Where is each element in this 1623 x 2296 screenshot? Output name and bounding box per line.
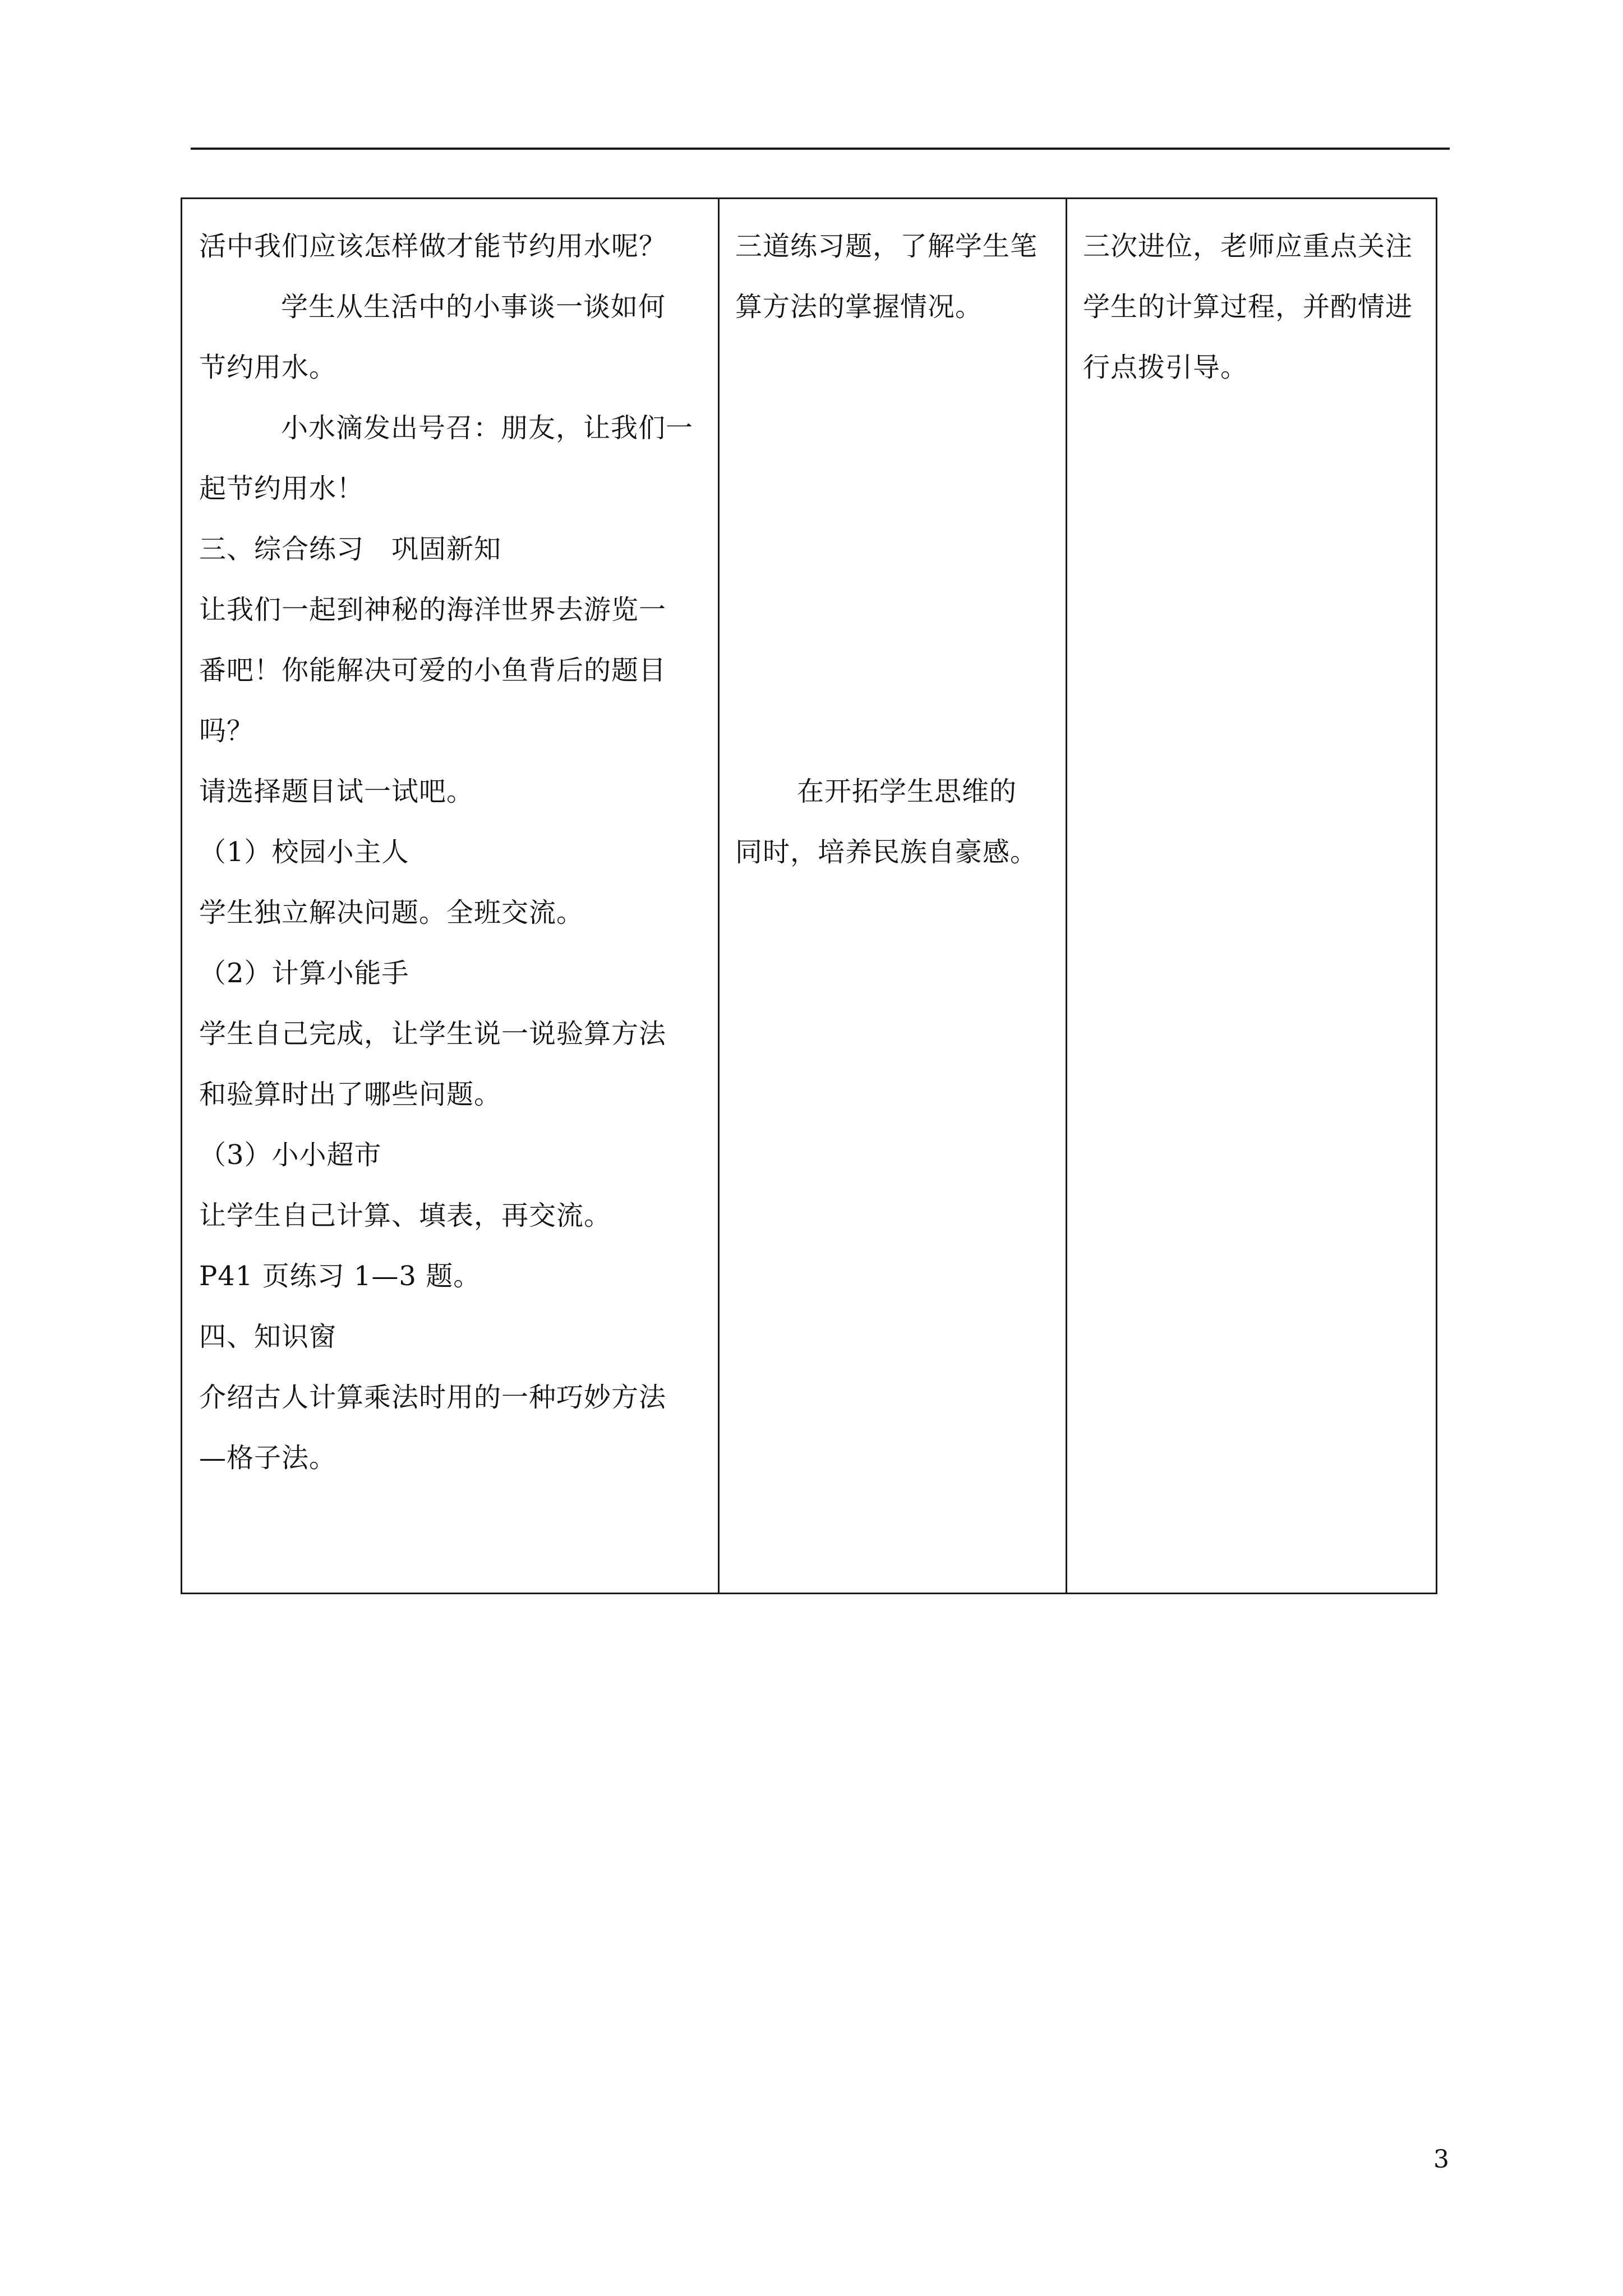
exercise-heading: （3）小小超市 (199, 1139, 382, 1171)
table-line: 三道练习题，了解学生笔 (735, 231, 1038, 262)
table-line: 和验算时出了哪些问题。 (199, 1079, 502, 1110)
exercise-heading: （2）计算小能手 (199, 958, 409, 989)
table-line: 让我们一起到神秘的海洋世界去游览一 (199, 594, 667, 625)
table-line: 学生的计算过程，并酌情进 (1083, 291, 1413, 323)
table-line: 行点拨引导。 (1083, 352, 1248, 383)
notes-column (1067, 199, 1436, 1593)
design-intent-column (720, 199, 1067, 1593)
table-line: 请选择题目试一试吧。 (199, 776, 474, 807)
section-heading: 四、知识窗 (199, 1321, 337, 1352)
lesson-plan-table (181, 197, 1437, 1594)
table-line: 介绍古人计算乘法时用的一种巧妙方法 (199, 1382, 667, 1413)
table-line: 学生独立解决问题。全班交流。 (199, 897, 584, 928)
table-line: 在开拓学生思维的 (797, 776, 1017, 807)
table-line: 同时，培养民族自豪感。 (735, 836, 1038, 868)
section-heading: 三、综合练习 巩固新知 (199, 533, 502, 565)
table-line: 小水滴发出号召：朋友，让我们一 (281, 412, 694, 444)
header-rule (191, 148, 1450, 150)
table-line: 学生自己完成，让学生说一说验算方法 (199, 1018, 667, 1050)
table-line: 让学生自己计算、填表，再交流。 (199, 1200, 612, 1231)
table-line: 番吧！你能解决可爱的小鱼背后的题目 (199, 655, 667, 686)
cell-spacer (735, 337, 1053, 761)
teaching-process-column (182, 199, 720, 1593)
table-line: 活中我们应该怎样做才能节约用水呢？ (199, 231, 667, 262)
exercise-heading: （1）校园小主人 (199, 836, 409, 868)
page-number: 3 (1433, 2145, 1449, 2174)
table-line: 算方法的掌握情况。 (735, 291, 983, 323)
table-line: 节约用水。 (199, 352, 337, 383)
table-line: 起节约用水！ (199, 473, 365, 504)
table-line: P41 页练习 1—3 题。 (199, 1260, 481, 1292)
table-line: 三次进位，老师应重点关注 (1083, 231, 1413, 262)
table-line: —格子法。 (199, 1442, 337, 1474)
table-line: 学生从生活中的小事谈一谈如何 (281, 291, 666, 323)
table-line: 吗？ (199, 715, 255, 747)
